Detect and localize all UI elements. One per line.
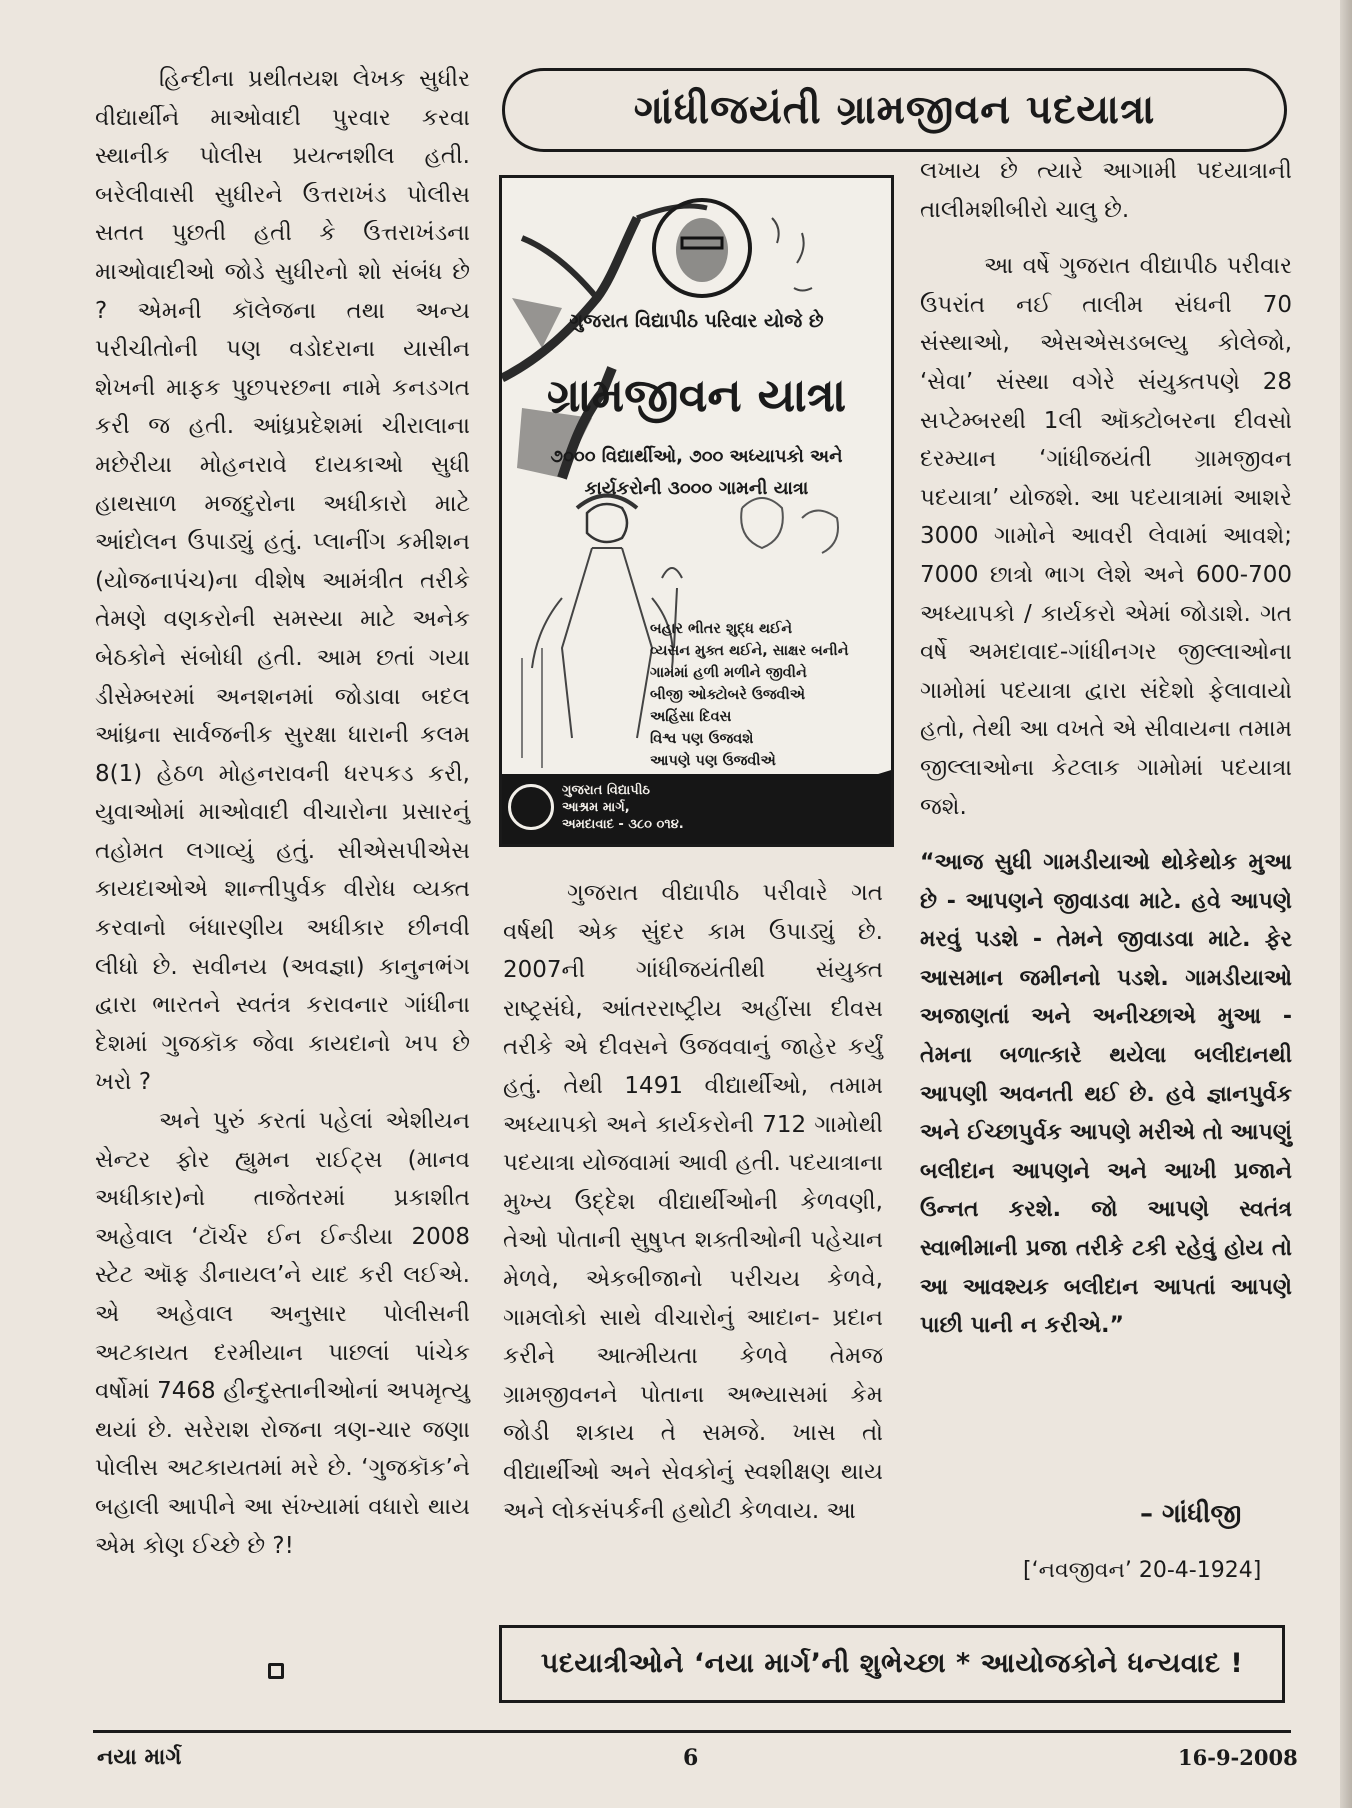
quote-signature: – ગાંધીજી [1140,1499,1242,1529]
greeting-banner [499,1625,1285,1703]
footer-magazine-name: નયા માર્ગ [97,1745,182,1770]
right-paragraph-1: લખાય છે ત્યારે આગામી પદયાત્રાની તાલીમશીબીરો ચાલુ છે. [920,158,1292,223]
footer-divider [93,1730,1291,1733]
ad-address-line: ગુજરાત વિદ્યાપીઠ [562,783,650,798]
quote-text: “આજ સુધી ગામડીયાઓ થોકેથોક મુઆ છે - આપણને જીવાડવા માટે. હવે આપણે મરવું પડશે - તેમને જીવાડવા માટે. ફેર આસમાન જમીનનો પડશે. ગામડીયાઓ અજાણતાં અને અનીચ્છાએ મુઆ - તેમના બળાત્કારે થયેલા બલીદાનથી આપણી અવનતી થઈ છે. હવે જ્ઞાનપુર્વક અને ઈચ્છાપુર્વક આપણે મરીએ તો આપણું બલીદાન આપણને અને આખી પ્રજાને ઉન્નત કરશે. જો આપણે સ્વતંત્ર સ્વાભીમાની પ્રજા તરીકે ટકી રહેવું હોય તો આ આવશ્યક બલીદાન આપતાં આપણે પાછી પાની ન કરીએ.” [920,850,1292,1339]
ad-address [562,782,684,833]
middle-column [503,874,883,1530]
footer-page-number: 6 [683,1745,699,1771]
ad-address-line: આશ્રમ માર્ગ, [562,800,630,815]
ad-subtitle-2: કાર્યકરોની ૩૦૦૦ ગામની યાત્રા [584,478,809,499]
ad-poem-line: ગામમાં હળી મળીને જીવીને [650,665,807,681]
ad-poem-line: અહિંસા દિવસ [650,709,732,725]
ad-poem-line: બહાર ભીતર શુદ્ધ થઈને [650,621,793,637]
middle-paragraph: ગુજરાત વીદ્યાપીઠ પરીવારે ગત વર્ષથી એક સુંદર કામ ઉપાડ્યું છે. 2007ની ગાંધીજયંતીથી સંયુક્ત રાષ્ટ્રસંઘે, આંતરરાષ્ટ્રીય અહીંસા દીવસ તરીકે એ દીવસને ઉજવવાનું જાહેર કર્યું હતું. તેથી 1491 વીદ્યાર્થીઓ, તમામ અધ્યાપકો અને કાર્યકરોની 712 ગામોથી પદયાત્રા યોજવામાં આવી હતી. પદયાત્રાના મુખ્ય ઉદ્દેશ વીદ્યાર્થીઓની કેળવણી, તેઓ પોતાની સુષુપ્ત શક્તીઓની પહેચાન મેળવે, એકબીજાનો પરીચય કેળવે, ગામલોકો સાથે વીચારોનું આદાન- પ્રદાન કરીને આત્મીયતા કેળવે તેમજ ગ્રામજીવનને પોતાના અભ્યાસમાં કેમ જોડી શકાય તે સમજે. ખાસ તો વીદ્યાર્થીઓ અને સેવકોનું સ્વશીક્ષણ થાય અને લોકસંપર્કની હથોટી કેળવાય. આ [503,880,883,1524]
article-end-mark [268,1663,284,1679]
gandhi-quote [920,844,1292,1346]
right-column [920,152,1292,1346]
ad-poem-line: બીજી ઓક્ટોબરે ઉજવીએ [650,687,806,703]
ad-title: ગ્રામજીવન યાત્રા [546,368,847,422]
ad-top-line: ગુજરાત વિદ્યાપીઠ પરિવાર યોજે છે [569,310,824,332]
footer-date: 16-9-2008 [1178,1745,1298,1770]
ad-poem [650,618,890,772]
headline-title: ગાંધીજયંતી ગ્રામજીવન પદયાત્રા [633,87,1156,133]
ad-address-line: અમદાવાદ - ૩૮૦ ૦૧૪. [562,817,684,832]
ad-poem-line: આપણે પણ ઉજવીએ [650,753,776,769]
right-paragraph-2: આ વર્ષે ગુજરાત વીદ્યાપીઠ પરીવાર ઉપરાંત નઈ તાલીમ સંઘની 70 સંસ્થાઓ, એસએસડબલ્યુ કોલેજો, ‘સેવા’ સંસ્થા વગેરે સંયુક્તપણે 28 સપ્ટેમ્બરથી 1લી ઑક્ટોબરના દીવસો દરમ્યાન ‘ગાંધીજયંતી ગ્રામજીવન પદયાત્રા’ યોજશે. આ પદયાત્રામાં આશરે 3000 ગામોને આવરી લેવામાં આવશે; 7000 છાત્રો ભાગ લેશે અને 600-700 અધ્યાપકો / કાર્યકરો એમાં જોડાશે. ગત વર્ષે અમદાવાદ-ગાંધીનગર જીલ્લાઓના ગામોમાં પદયાત્રા દ્વારા સંદેશો ફેલાવાયો હતો, તેથી આ વખતે એ સીવાયના તમામ જીલ્લાઓના કેટલાક ગામોમાં પદયાત્રા જશે. [920,253,1292,820]
ad-footer [502,774,891,844]
vidyapith-seal-icon [508,784,554,830]
headline-box [502,68,1287,152]
banner-text: પદયાત્રીઓને ‘નયા માર્ગ’ની શુભેચ્છા * આયોજકોને ધન્યવાદ ! [540,1648,1244,1679]
left-paragraph-1: હિન્દીના પ્રથીતયશ લેખક સુધીર વીદ્યાર્થીને માઓવાદી પુરવાર કરવા સ્થાનીક પોલીસ પ્રયત્નશીલ હતી. બરેલીવાસી સુધીરને ઉત્તરાખંડ પોલીસ સતત પુછતી હતી કે ઉત્તરાખંડના માઓવાદીઓ જોડે સુધીરનો શો સંબંધ છે ? એમની કૉલેજના તથા અન્ય પરીચીતોની પણ વડોદરાના યાસીન શેખની માફક પુછપરછના નામે કનડગત કરી જ હતી. આંધ્રપ્રદેશમાં ચીરાલાના મછેરીયા મોહનરાવે દાયકાઓ સુધી હાથસાળ મજદુરોના અધીકારો માટે આંદોલન ઉપાડ્યું હતું. પ્લાનીંગ કમીશન (યોજનાપંચ)ના વીશેષ આમંત્રીત તરીકે તેમણે વણકરોની સમસ્યા માટે અનેક બેઠકોને સંબોધી હતી. આમ છતાં ગયા ડીસેમ્બરમાં અનશનમાં જોડાવા બદલ આંધ્રના સાર્વજનીક સુરક્ષા ધારાની કલમ 8(1) હેઠળ મોહનરાવની ધરપકડ કરી, યુવાઓમાં માઓવાદી વીચારોના પ્રસારનું તહોમત લગાવ્યું હતું. સીએસપીએસ કાયદાઓએ શાન્તીપુર્વક વીરોધ વ્યક્ત કરવાનો બંધારણીય અધીકાર છીનવી લીધો છે. સવીનય (અવજ્ઞા) કાનુનભંગ દ્વારા ભારતને સ્વતંત્ર કરાવનાર ગાંધીના દેશમાં ગુજકૉક જેવા કાયદાનો ખપ છે ખરો ? [95,66,470,1096]
left-paragraph-2: અને પુરું કરતાં પહેલાં એશીયન સેન્ટર ફોર હ્યુમન રાઈટ્સ (માનવ અધીકાર)નો તાજેતરમાં પ્રકાશીત અહેવાલ ‘ટૉર્ચર ઈન ઈન્ડીયા 2008 સ્ટેટ ઑફ ડીનાયલ’ને યાદ કરી લઈએ. એ અહેવાલ અનુસાર પોલીસની અટકાયત દરમીયાન પાછલાં પાંચેક વર્ષોમાં 7468 હીન્દુસ્તાનીઓનાં અપમૃત્યુ થયાં છે. સરેરાશ રોજના ત્રણ-ચાર જણા પોલીસ અટકાયતમાં મરે છે. ‘ગુજકૉક’ને બહાલી આપીને આ સંખ્યામાં વધારો થાય એમ કોણ ઈચ્છે છે ?! [95,1108,470,1559]
ad-subtitle-1: ૭૦૦૦ વિદ્યાર્થીઓ, ૭૦૦ અધ્યાપકો અને [550,446,843,467]
ad-poem-line: વ્યસન મુક્ત થઈને, સાક્ષર બનીને [650,643,849,659]
ad-poem-line: વિશ્વ પણ ઉજવશે [650,731,754,747]
advertisement-box [499,175,894,847]
quote-source: [‘નવજીવન’ 20-4-1924] [1023,1558,1262,1583]
page-edge [1340,0,1352,1808]
left-column [95,60,470,1565]
